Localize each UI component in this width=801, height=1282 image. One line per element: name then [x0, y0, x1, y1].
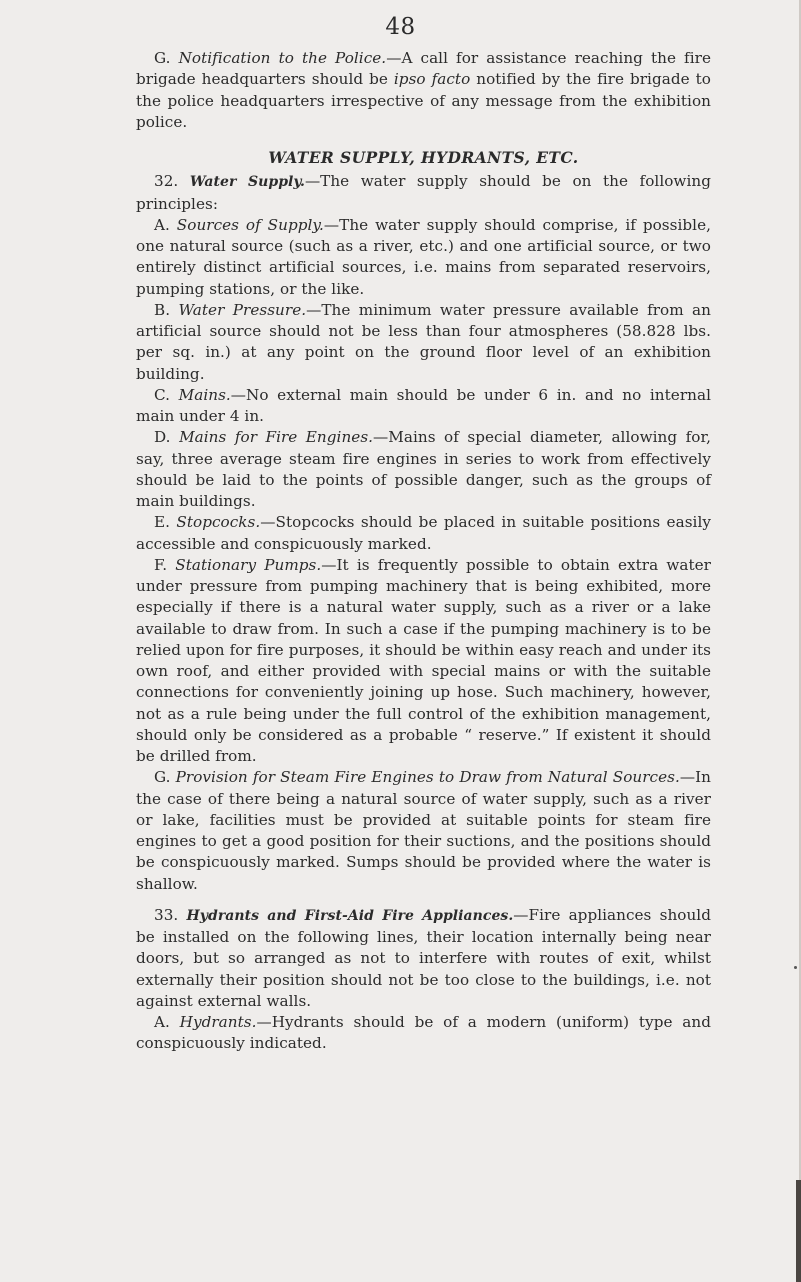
item-label: B. — [154, 300, 171, 319]
item-33a — [136, 1012, 711, 1055]
item-label: F. — [154, 555, 168, 574]
para-number: 33. — [154, 905, 179, 924]
item-body-end: notified by the fire brigade to the police headquarters irrespective of any message from the exhibition police. — [136, 70, 711, 131]
page-number: 48 — [385, 14, 416, 40]
para-body: —Fire appliances should be installed on the following lines, their location internally being near doors, but so arranged as not to interfere with routes of exit, whilst externally their position should not be too close to the buildings, i.e. not against external walls. — [136, 905, 711, 1010]
item-label: G. — [154, 768, 171, 787]
item-title: Water Pressure. — [178, 300, 307, 319]
item-title: Provision for Steam Fire Engines to Draw from Natural Sources. — [175, 768, 680, 787]
item-body: —Hydrants should be of a modern (uniform) type and conspicuously indicated. — [136, 1013, 711, 1053]
item-title: Sources of Supply. — [176, 215, 324, 234]
section-g-notification — [136, 48, 711, 133]
item-label: A. — [154, 1013, 170, 1031]
para-33 — [136, 905, 711, 1012]
item-label: C. — [154, 385, 171, 404]
para-32 — [136, 171, 711, 215]
item-body: —No external main should be under 6 in. and no internal main under 4 in. — [136, 385, 711, 425]
section-heading: WATER SUPPLY, HYDRANTS, ETC. — [268, 148, 579, 167]
item-label: G. — [154, 49, 171, 67]
para-title: Water Supply. — [189, 174, 305, 191]
item-label: D. — [154, 428, 171, 447]
item-title: Stationary Pumps. — [175, 555, 322, 574]
item-body: —The minimum water pressure available from an artificial source should not be less than four atmospheres (58.828 lbs. per sq. in.) at any point on the ground floor level of an exhibition building. — [136, 300, 711, 383]
para-title: Hydrants and First-Aid Fire Appliances. — [186, 907, 514, 924]
item-body: —Mains of special diameter, allowing for, say, three average steam fire engines in series to work from effectively should be laid to the points of possible danger, such as the groups of main buildings. — [136, 428, 711, 510]
item-32a — [136, 215, 711, 300]
item-body: —A call for assistance reaching the fire brigade headquarters should be — [136, 49, 711, 89]
page-edge-dark — [796, 1180, 801, 1282]
item-32d — [136, 427, 711, 512]
item-body: —The water supply should comprise, if possible, one natural source (such as a river, etc.) and one artificial source, or two entirely distinct artificial sources, i.e. mains from separated reservoirs, pumping stations, or the like. — [136, 215, 711, 298]
item-32c — [136, 385, 711, 428]
latin-phrase: ipso facto — [393, 70, 471, 89]
item-32f — [136, 555, 711, 768]
item-title: Stopcocks. — [176, 513, 261, 532]
item-32b — [136, 300, 711, 385]
para-number: 32. — [154, 172, 179, 191]
item-title: Hydrants. — [179, 1013, 257, 1031]
item-body: —Stopcocks should be placed in suitable positions easily accessible and conspicuously marked. — [136, 513, 711, 553]
item-body: —In the case of there being a natural source of water supply, such as a river or lake, facilities must be provided at suitable points for steam fire engines to get a good position for their suctions, and the positions should be conspicuously marked. Sumps should be provided where the water is shallow. — [136, 768, 711, 893]
item-title: Mains. — [178, 385, 231, 404]
para-body: —The water supply should be on the following principles: — [136, 172, 711, 213]
item-title: Mains for Fire Engines. — [179, 428, 374, 447]
item-label: E. — [154, 513, 171, 532]
page-text — [136, 48, 711, 1055]
item-32e — [136, 512, 711, 555]
item-body: —It is frequently possible to obtain extra water under pressure from pumping machinery that is being exhibited, more especially if there is a natural water supply, such as a river or a lake available to draw from. In such a case if the pumping machinery is to be relied upon for fire purposes, it should be within easy reach and under its own roof, and either provided with special mains or with the suitable connections for conveniently joining up hose. Such machinery, however, not as a rule being under the full control of the exhibition management, should only be considered as a probable “ reserve.” If existent it should be drilled from. — [136, 555, 711, 765]
item-label: A. — [154, 215, 170, 234]
item-32g — [136, 767, 711, 895]
item-title: Notification to the Police. — [178, 49, 387, 67]
margin-speck — [794, 966, 797, 969]
